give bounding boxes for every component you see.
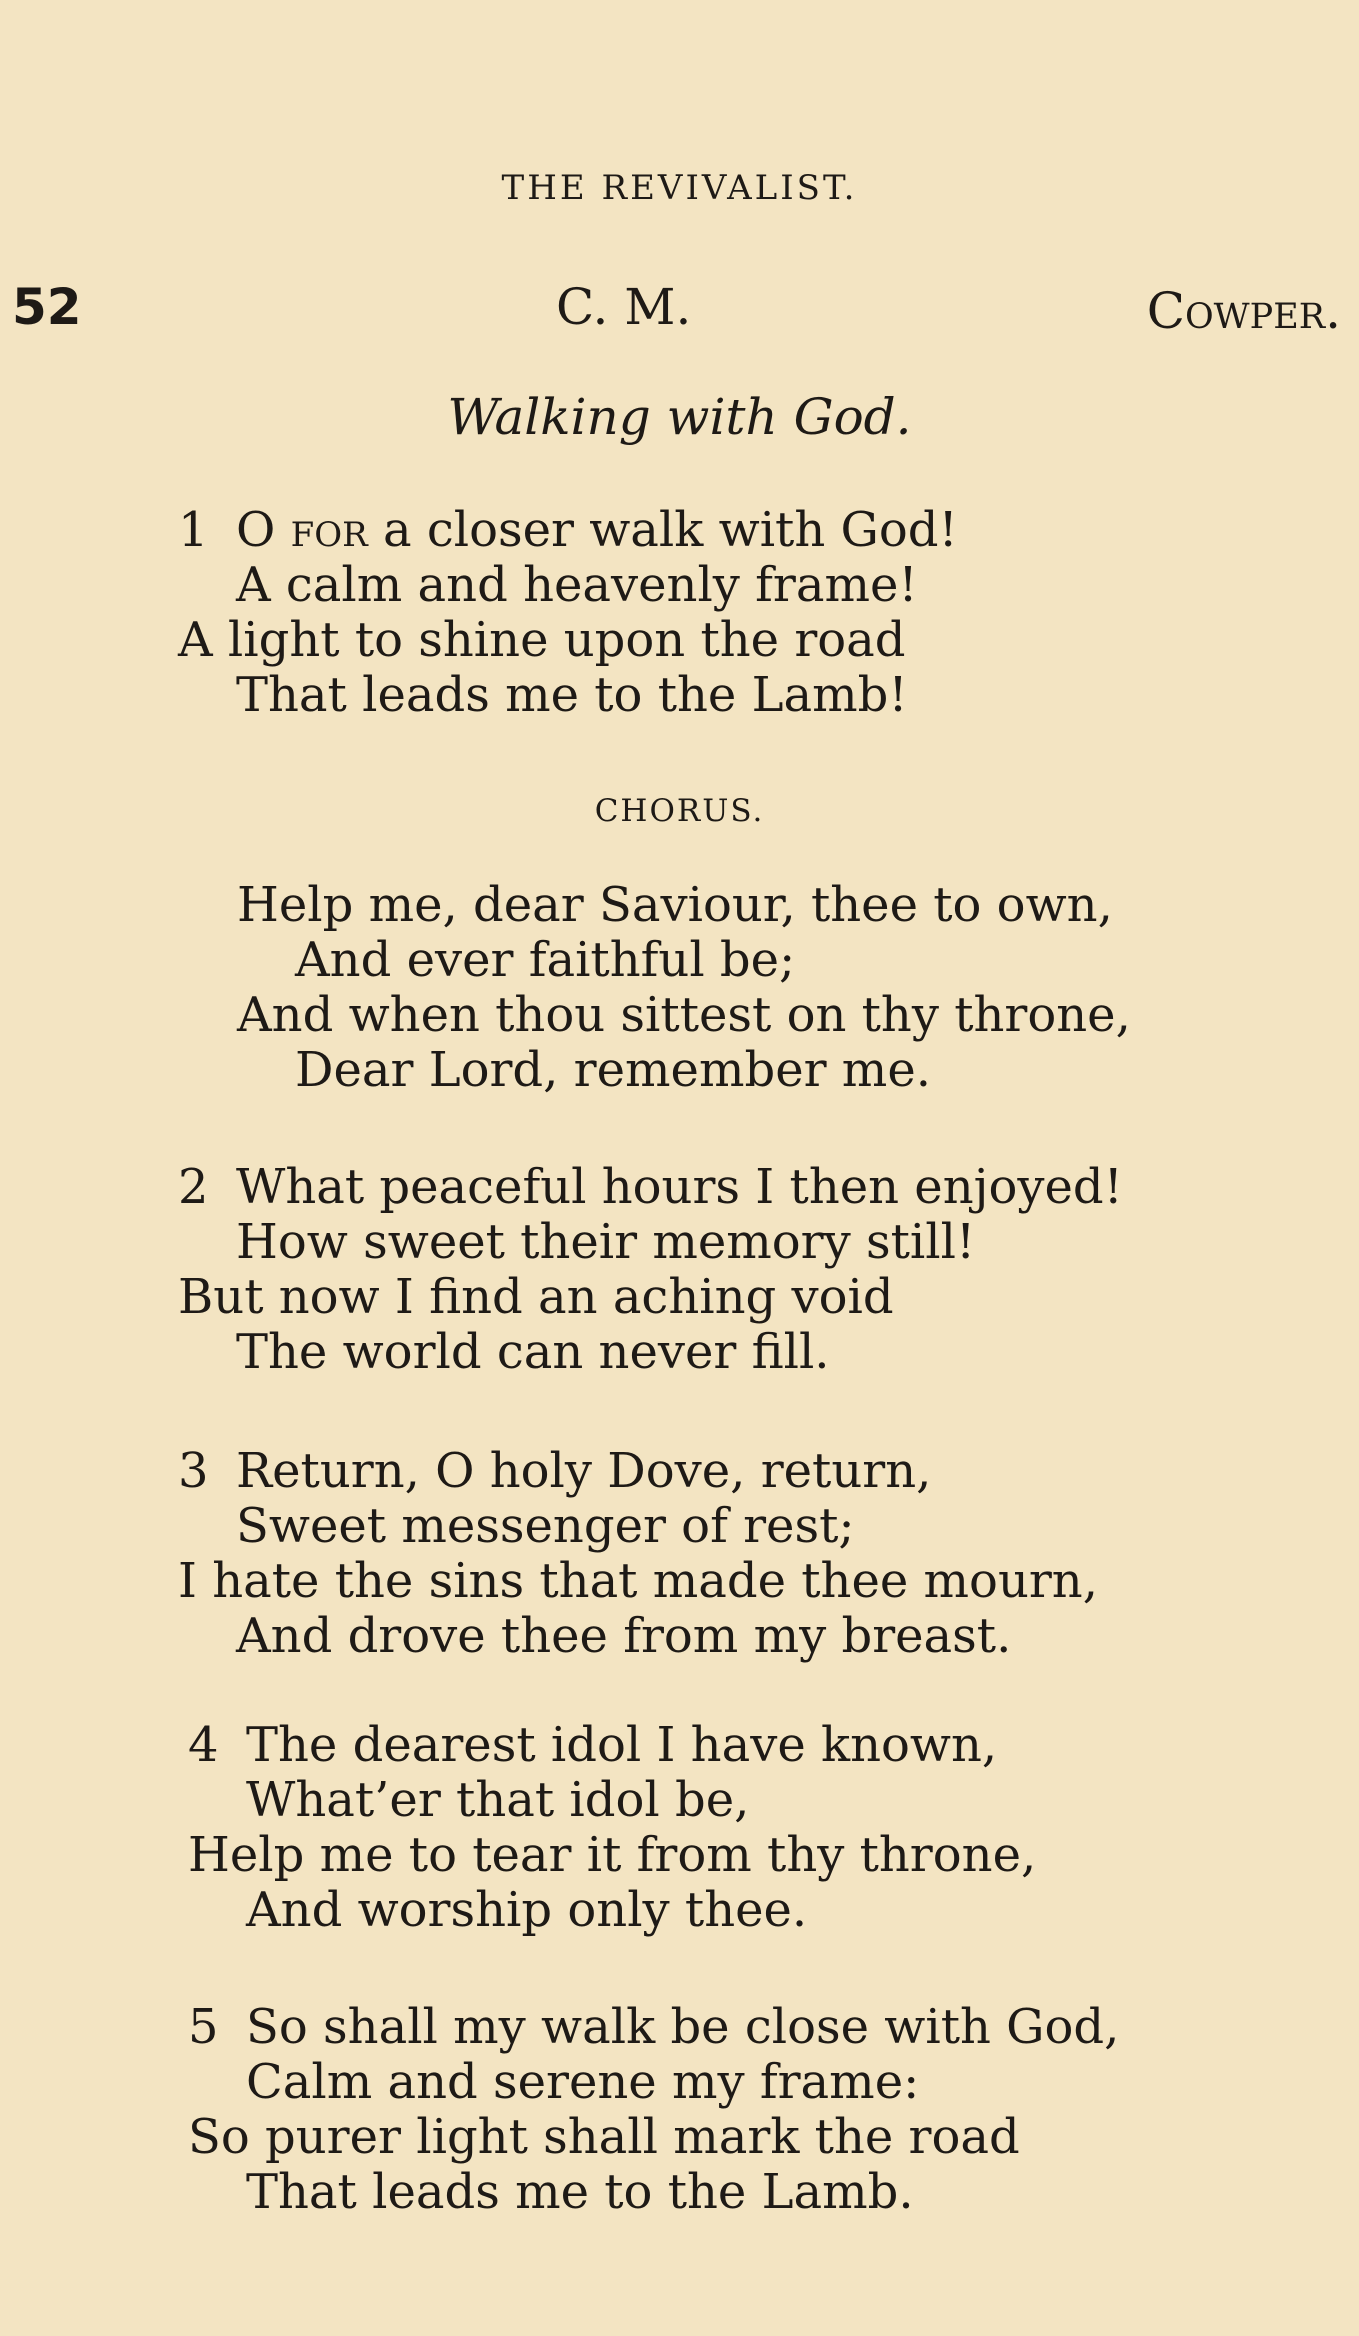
stanza-line-text: The dearest idol I have known, — [246, 1717, 998, 1773]
stanza-line: But now I find an aching void — [178, 1269, 894, 1325]
stanza-line: And drove thee from my breast. — [236, 1608, 1012, 1664]
stanza-number: 4 — [188, 1717, 219, 1773]
stanza-line: I hate the sins that made thee mourn, — [178, 1553, 1098, 1609]
stanza-number: 3 — [178, 1443, 209, 1499]
stanza-line: A calm and heavenly frame! — [236, 557, 918, 613]
stanza-2 — [178, 1160, 1123, 1380]
stanza-line-text: So shall my walk be close with God, — [246, 1999, 1120, 2055]
stanza-line: Help me to tear it from thy throne, — [188, 1827, 1037, 1883]
stanza-number: 2 — [178, 1159, 209, 1215]
stanza-line — [188, 2000, 1119, 2055]
stanza-line — [188, 1718, 1036, 1773]
chorus — [237, 878, 1131, 1098]
stanza-line: So purer light shall mark the road — [188, 2109, 1020, 2165]
stanza-first-word: O — [236, 502, 276, 558]
stanza-first-word-small-caps: for — [290, 502, 368, 558]
stanza-line: That leads me to the Lamb. — [246, 2164, 914, 2220]
running-head: THE REVIVALIST. — [501, 168, 858, 208]
stanza-line: That leads me to the Lamb! — [236, 667, 908, 723]
chorus-line: And ever faithful be; — [295, 932, 796, 988]
stanza-number: 1 — [178, 502, 209, 558]
stanza-line: The world can never fill. — [236, 1324, 830, 1380]
chorus-line: And when thou sittest on thy throne, — [237, 987, 1131, 1043]
stanza-line-text: What peaceful hours I then enjoyed! — [236, 1159, 1123, 1215]
chorus-label: CHORUS. — [594, 793, 765, 829]
stanza-line — [178, 503, 958, 558]
stanza-line-text: Return, O holy Dove, return, — [236, 1443, 932, 1499]
stanza-line: A light to shine upon the road — [178, 612, 906, 668]
chorus-line: Dear Lord, remember me. — [295, 1042, 931, 1098]
hymn-title: Walking with God. — [447, 388, 912, 446]
hymn-meter: C. M. — [556, 278, 692, 336]
stanza-line: Calm and serene my frame: — [246, 2054, 920, 2110]
stanza-number: 5 — [188, 1999, 219, 2055]
stanza-line: What’er that idol be, — [246, 1772, 750, 1828]
hymn-number: 52 — [12, 278, 82, 336]
hymn-author: Cowper. — [1146, 282, 1341, 340]
stanza-line — [178, 1444, 1098, 1499]
stanza-line-text: a closer walk with God! — [367, 502, 958, 558]
stanza-1 — [178, 503, 958, 723]
stanza-4 — [188, 1718, 1036, 1938]
stanza-5 — [188, 2000, 1119, 2220]
stanza-line: Sweet messenger of rest; — [236, 1498, 855, 1554]
stanza-line: How sweet their memory still! — [236, 1214, 976, 1270]
chorus-line: Help me, dear Saviour, thee to own, — [237, 877, 1113, 933]
stanza-line: And worship only thee. — [246, 1882, 808, 1938]
stanza-line — [178, 1160, 1123, 1215]
stanza-3 — [178, 1444, 1098, 1664]
